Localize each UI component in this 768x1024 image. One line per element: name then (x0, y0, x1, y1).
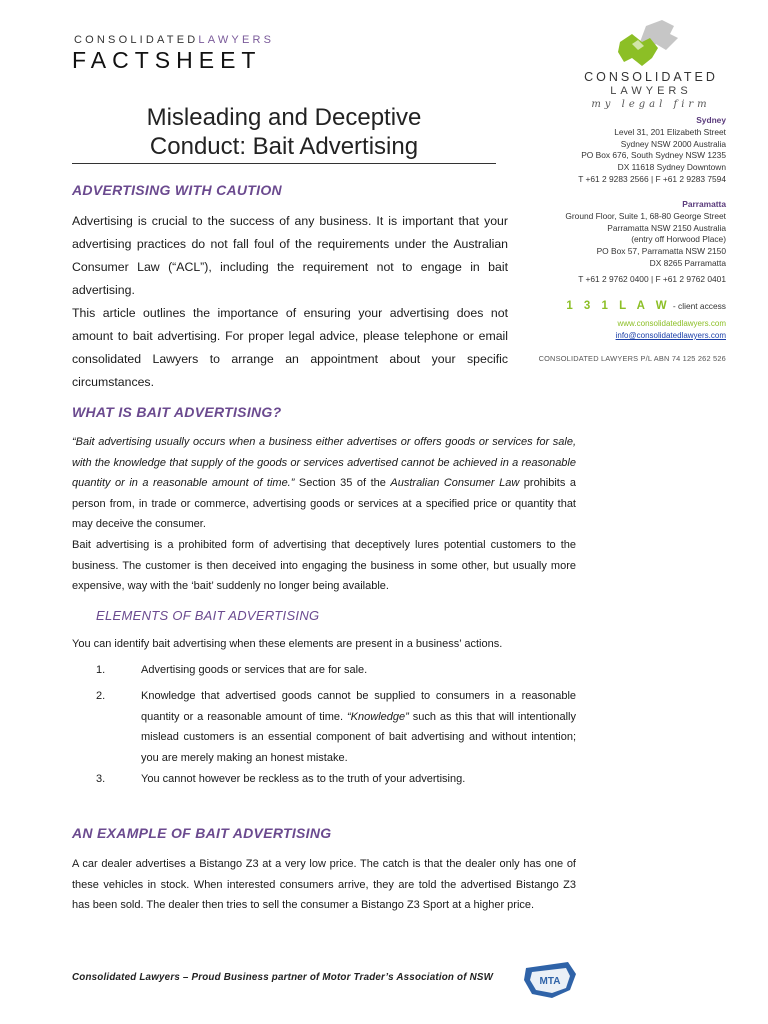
paragraph-definition (72, 432, 576, 535)
footer-text: Consolidated Lawyers – Proud Business partner of Motor Trader’s Association of NSW (72, 972, 494, 983)
list-number: 2. (96, 690, 106, 702)
definition-after-1: Section 35 of the (294, 477, 391, 489)
office-city: Parramatta (682, 199, 726, 209)
brand-part-lawyers: LAWYERS (198, 34, 275, 46)
list-text (141, 686, 576, 768)
office-address-line: Level 31, 201 Elizabeth Street (614, 126, 726, 137)
definition-after-2: prohibits a person from, in trade or commerce, advertising goods or services at a specified price or quantity that may deceive the consumer. (72, 477, 576, 530)
office-sydney (578, 115, 726, 186)
client-access-line (566, 300, 726, 312)
paragraph-elements-intro: You can identify bait advertising when these elements are present in a business’ actions. (72, 638, 503, 650)
factsheet-label: FACTSHEET (72, 47, 262, 73)
section-heading-example: AN EXAMPLE OF BAIT ADVERTISING (72, 825, 332, 841)
list-text: You cannot however be reckless as to the truth of your advertising. (141, 773, 466, 785)
list-text-post: such as this that will intentionally mislead customers is an essential component of bait advertising and without intention; you are merely making an honest mistake. (141, 710, 576, 764)
paragraph-caution-2: This article outlines the importance of ensuring your advertising does not amount to bait advertising. For proper legal advice, please telephone or email consolidated Lawyers to arrange an appointment about your specific circumstances. (72, 306, 508, 389)
definition-quote: “Bait advertising usually occurs when a business either advertises or offers goods or services for sale, with the knowledge that supply of the goods or services advertised cannot be achieved in a reasonable quantity or in a reasonable amount of time.” (72, 436, 576, 489)
office-address-line: (entry off Horwood Place) (631, 234, 726, 245)
list-item (96, 686, 576, 768)
list-item (96, 769, 576, 790)
abn-line: CONSOLIDATED LAWYERS P/L ABN 74 125 262 526 (538, 354, 726, 363)
office-city: Sydney (696, 115, 726, 125)
office-address-line: Sydney NSW 2000 Australia (620, 138, 726, 149)
page-title (72, 103, 496, 161)
section-heading-elements: ELEMENTS OF BAIT ADVERTISING (96, 608, 320, 623)
office-address-line: PO Box 676, South Sydney NSW 1235 (581, 150, 726, 161)
list-number: 1. (96, 664, 106, 676)
mta-badge-icon (522, 960, 578, 1000)
office-address-line: DX 11618 Sydney Downtown (617, 162, 726, 173)
law-number: 1 3 1 L A W (566, 300, 671, 312)
paragraph-example: A car dealer advertises a Bistango Z3 at a very low price. The catch is that the dealer only has one of these vehicles in stock. When interested consumers arrive, they are told the advertised Bistango Z3 has been sold. The dealer then tries to sell the consumer a Bistango Z3 Sport at a higher price. (72, 858, 576, 911)
title-divider (72, 163, 496, 164)
list-number: 3. (96, 773, 106, 785)
logo-name: CONSOLIDATED (584, 70, 718, 84)
section-heading-what: WHAT IS BAIT ADVERTISING? (72, 404, 282, 420)
page-title-line2: Conduct: Bait Advertising (149, 133, 419, 160)
email-link[interactable]: info@consolidatedlawyers.com (615, 331, 726, 340)
law-suffix: - client access (670, 301, 726, 311)
list-text-em: “Knowledge” (347, 710, 409, 723)
office-address-line: DX 8265 Parramatta (649, 257, 726, 268)
list-text-pre: Knowledge that advertised goods cannot be supplied to consumers in a reasonable quantity or a reasonable amount of time. (141, 690, 576, 723)
office-address-line: PO Box 57, Parramatta NSW 2150 (596, 246, 726, 257)
mta-badge-text: MTA (539, 976, 561, 987)
page-title-line1: Misleading and Deceptive (146, 104, 422, 131)
brand-part-consolidated: CONSOLIDATED (74, 34, 199, 46)
list-text: Advertising goods or services that are for sale. (141, 664, 368, 676)
brand-wordmark (74, 34, 274, 46)
office-address-line: Ground Floor, Suite 1, 68-80 George Street (565, 210, 726, 221)
acl-name: Australian Consumer Law (390, 477, 520, 489)
logo-name-lawyers: LAWYERS (610, 85, 692, 97)
office-phone-line: T +61 2 9283 2566 | F +61 2 9283 7594 (578, 173, 726, 184)
logo-tagline: my legal firm (591, 99, 711, 110)
office-address-line: Parramatta NSW 2150 Australia (607, 222, 726, 233)
section-heading-caution: ADVERTISING WITH CAUTION (72, 182, 282, 198)
office-parramatta (565, 199, 726, 286)
list-item (96, 660, 576, 681)
paragraph-what-2: Bait advertising is a prohibited form of advertising that deceptively lures potential customers to the business. The customer is then deceived into engaging the business in some other, but usually more expensive, way with the ‘bait’ suddenly no longer being available. (72, 539, 576, 592)
website-link[interactable]: www.consolidatedlawyers.com (617, 319, 726, 328)
office-phone-line: T +61 2 9762 0400 | F +61 2 9762 0401 (578, 273, 726, 284)
paragraph-caution-1: Advertising is crucial to the success of any business. It is important that your advertising practices do not fall foul of the requirements under the Australian Consumer Law (“ACL”), including the requirement not to engage in bait advertising. (72, 214, 508, 297)
